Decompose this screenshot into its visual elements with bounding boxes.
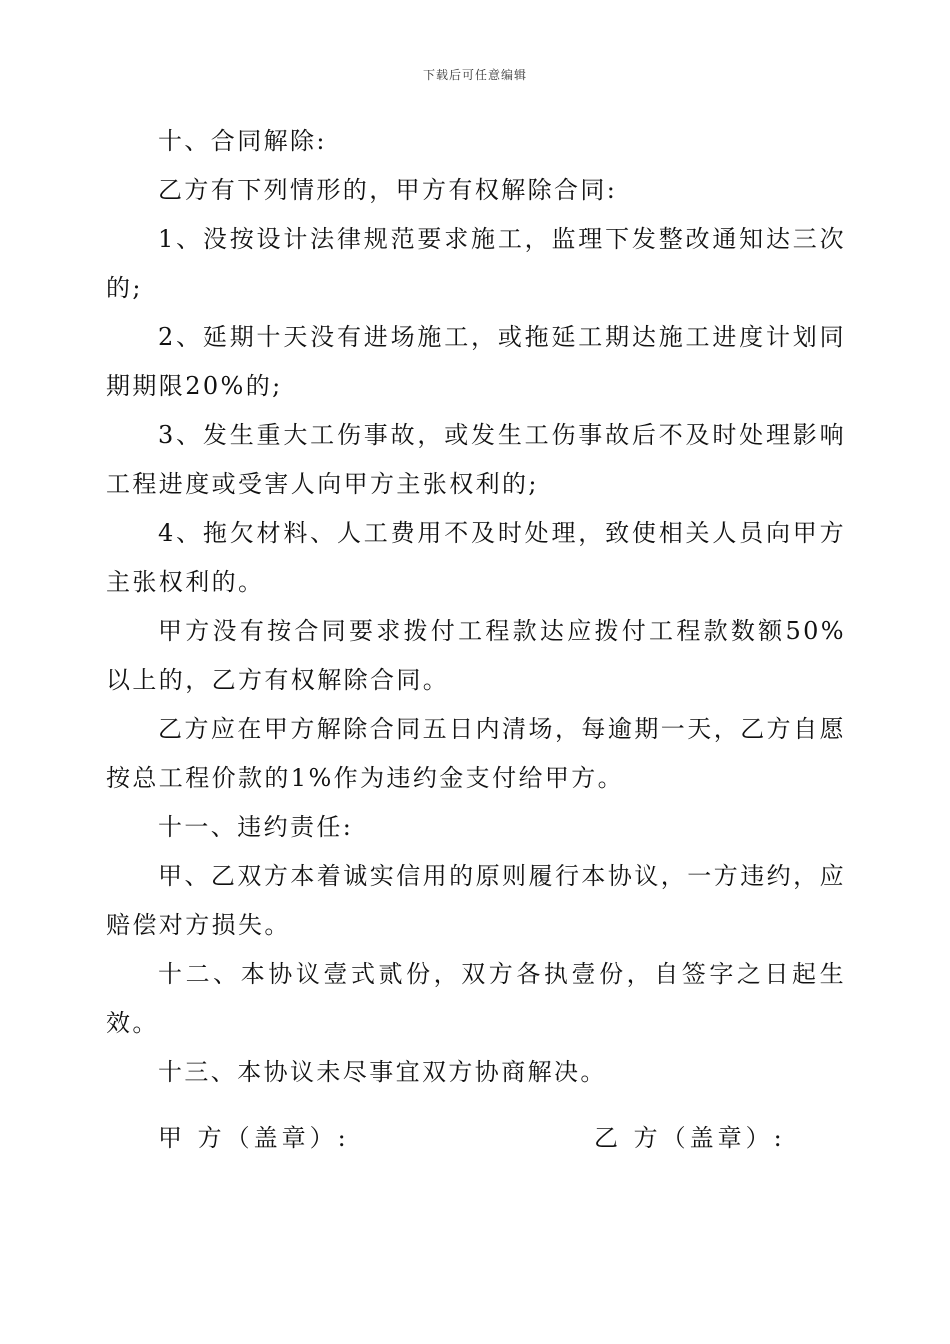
party-b-termination-right-paragraph: 甲方没有按合同要求拨付工程款达应拨付工程款数额50%以上的，乙方有权解除合同。 [106,617,846,694]
liability-paragraph: 甲、乙双方本着诚实信用的原则履行本协议，一方违约，应赔偿对方损失。 [106,862,846,939]
termination-item-3: 3、发生重大工伤事故，或发生工伤事故后不及时处理影响工程进度或受害人向甲方主张权利的; [106,421,846,498]
party-a-signature-label: 甲 方（盖章）: [158,1124,350,1152]
section-12-paragraph: 十二、本协议壹式贰份，双方各执壹份，自签字之日起生效。 [106,960,846,1037]
termination-item-2: 2、延期十天没有进场施工，或拖延工期达施工进度计划同期期限20%的; [106,323,846,400]
section-10-heading: 十、合同解除: [158,127,327,155]
termination-intro-paragraph: 乙方有下列情形的，甲方有权解除合同: [158,176,618,204]
header-note: 下载后可任意编辑 [422,68,527,82]
termination-item-4: 4、拖欠材料、人工费用不及时处理，致使相关人员向甲方主张权利的。 [106,519,846,596]
signature-block [0,1118,950,1158]
party-b-signature-label: 乙 方（盖章）: [594,1124,786,1152]
section-11-heading: 十一、违约责任: [158,813,354,841]
section-13-paragraph: 十三、本协议未尽事宜双方协商解决。 [158,1058,607,1086]
termination-item-1: 1、没按设计法律规范要求施工，监理下发整改通知达三次的; [106,225,846,302]
site-clearance-paragraph: 乙方应在甲方解除合同五日内清场，每逾期一天，乙方自愿按总工程价款的1%作为违约金支付给甲方。 [106,715,846,792]
contract-body [106,117,846,1097]
